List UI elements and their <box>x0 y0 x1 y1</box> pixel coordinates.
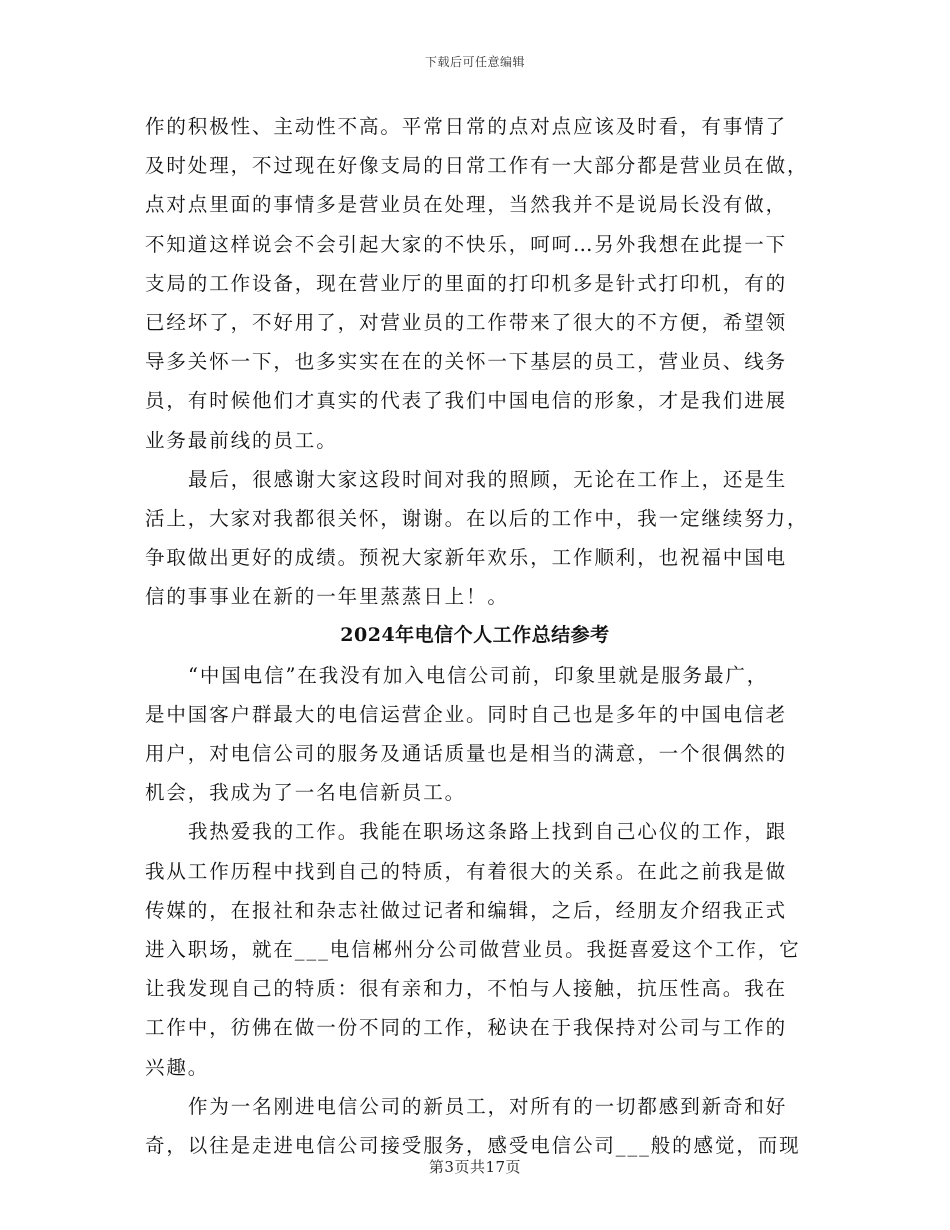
text-line: 及时处理，不过现在好像支局的日常工作有一大部分都是营业员在做， <box>145 154 809 178</box>
paragraph-first-line: 最后，很感谢大家这段时间对我的照顾，无论在工作上，还是生 <box>188 467 788 491</box>
text-line: 业务最前线的员工。 <box>145 428 338 452</box>
text-line: 兴趣。 <box>145 1055 210 1079</box>
text-line: 导多关怀一下，也多实实在在的关怀一下基层的员工，营业员、线务 <box>145 350 788 374</box>
text-line: 员，有时候他们才真实的代表了我们中国电信的形象，才是我们进展 <box>145 389 788 413</box>
paragraph-first-line: 作为一名刚进电信公司的新员工，对所有的一切都感到新奇和好 <box>188 1094 788 1118</box>
text-line: 机会，我成为了一名电信新员工。 <box>145 781 467 805</box>
text-line: 作的积极性、主动性不高。平常日常的点对点应该及时看，有事情了 <box>145 115 788 138</box>
text-line: 进入职场，就在___电信郴州分公司做营业员。我挺喜爱这个工作，它 <box>145 937 801 961</box>
text-line: 点对点里面的事情多是营业员在处理，当然我并不是说局长没有做， <box>145 193 788 217</box>
text-line: 已经坏了，不好用了，对营业员的工作带来了很大的不方便，希望领 <box>145 310 788 334</box>
text-line: 工作中，彷佛在做一份不同的工作，秘诀在于我保持对公司与工作的 <box>145 1016 788 1040</box>
text-line: 是中国客户群最大的电信运营企业。同时自己也是多年的中国电信老 <box>145 702 788 726</box>
text-line: 活上，大家对我都很关怀，谢谢。在以后的工作中，我一定继续努力， <box>145 506 809 530</box>
text-line: 用户，对电信公司的服务及通话质量也是相当的满意，一个很偶然的 <box>145 742 788 765</box>
text-line: 信的事事业在新的一年里蒸蒸日上！。 <box>145 585 509 609</box>
text-line: 让我发现自己的特质：很有亲和力，不怕与人接触，抗压性高。我在 <box>145 977 788 1001</box>
paragraph-first-line: “中国电信”在我没有加入电信公司前，印象里就是服务最广， <box>188 663 769 687</box>
text-line: 争取做出更好的成绩。预祝大家新年欢乐，工作顺利，也祝福中国电 <box>145 546 788 570</box>
text-line: 我从工作历程中找到自己的特质，有着很大的关系。在此之前我是做 <box>145 859 788 883</box>
text-line: 传媒的，在报社和杂志社做过记者和编辑，之后，经朋友介绍我正式 <box>145 898 788 922</box>
text-line: 奇，以往是走进电信公司接受服务，感受电信公司___般的感觉，而现 <box>145 1133 801 1157</box>
page-footer: 第3页共17页 <box>428 1158 522 1176</box>
text-line: 不知道这样说会不会引起大家的不快乐，呵呵…另外我想在此提一下 <box>145 232 788 256</box>
text-line: 支局的工作设备，现在营业厅的里面的打印机多是针式打印机，有的 <box>145 271 788 295</box>
page-header: 下载后可任意编辑 <box>424 55 525 69</box>
paragraph-first-line: 我热爱我的工作。我能在职场这条路上找到自己心仪的工作，跟 <box>188 820 788 844</box>
document-body <box>145 107 809 1165</box>
section-title: 2024年电信个人工作总结参考 <box>340 624 610 647</box>
